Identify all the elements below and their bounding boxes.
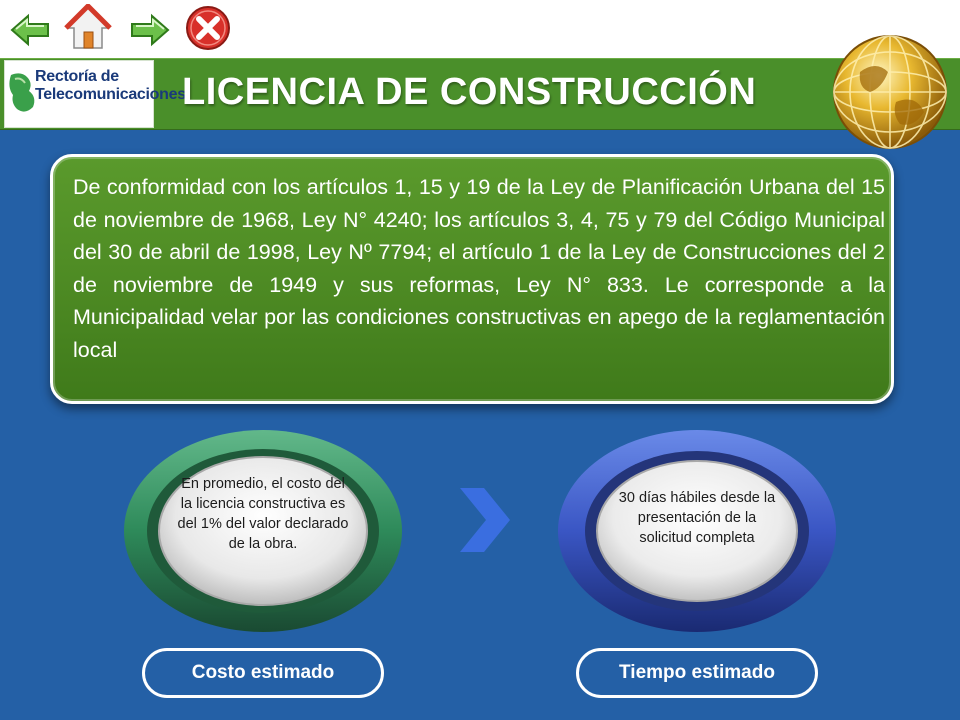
cost-ring [122,428,404,634]
legal-text-box [50,154,894,404]
chevron-right-icon [456,488,512,552]
cost-description: En promedio, el costo del la licencia constructiva es del 1% del valor declarado de la obra. [177,476,349,552]
time-estimate-button[interactable]: Tiempo estimado [576,648,818,698]
arrow-left-icon [6,4,54,52]
back-button[interactable] [6,4,54,52]
cost-estimate-button[interactable]: Costo estimado [142,648,384,698]
close-button[interactable] [184,4,232,52]
legal-paragraph: De conformidad con los artículos 1, 15 y 19 de la Ley de Planificación Urbana del 15 de noviembre de 1968, Ley N° 4240; los artículos 3, 4, 75 y 79 del Código Municipal del 30 de abril de 1998, Ley Nº 7794; el artículo 1 de la Ley de Construcciones del 2 de noviembre de 1949 y sus reformas, Ley N° 833. Le corresponde a la Municipalidad velar por las condiciones constructivas en apego de la reglamentación local [73,175,885,362]
forward-button[interactable] [126,4,174,52]
time-description: 30 días hábiles desde la presentación de la solicitud completa [618,490,776,546]
home-icon [64,4,112,52]
top-toolbar [0,0,960,58]
close-icon [184,4,232,52]
logo-text [35,68,186,104]
rectoria-logo [4,60,186,128]
home-button[interactable] [64,4,112,52]
arrow-right-icon [126,4,174,52]
page-title: LICENCIA DE CONSTRUCCIÓN [182,71,757,113]
logo-line-1: Rectoría de [35,68,119,85]
time-ring [556,428,838,634]
logo-line-2: Telecomunicaciones [35,86,186,103]
globe-icon [830,32,950,152]
